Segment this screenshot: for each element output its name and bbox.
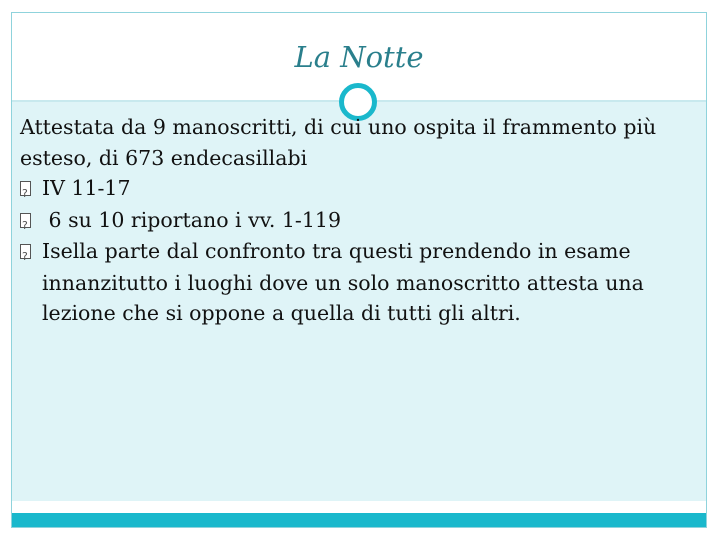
slide-title: La Notte — [294, 40, 424, 74]
missing-glyph-box-icon — [20, 237, 42, 268]
bullet-item — [20, 205, 670, 237]
missing-glyph-box-icon — [20, 174, 42, 205]
missing-glyph-box-icon — [20, 206, 42, 237]
footer-bar — [12, 513, 706, 527]
slide-content — [20, 112, 670, 329]
footer-gap — [12, 501, 706, 513]
bullet-item — [20, 236, 670, 329]
bullet-text: Isella parte dal confronto tra questi prendendo in esame innanzitutto i luoghi dove un solo manoscritto attesta una lezione che si oppone a quella di tutti gli altri. — [42, 239, 644, 325]
bullet-text: IV 11-17 — [42, 176, 131, 200]
bullet-item — [20, 173, 670, 205]
bullet-text: 6 su 10 riportano i vv. 1-119 — [42, 207, 341, 232]
intro-paragraph: Attestata da 9 manoscritti, di cui uno ospita il frammento più esteso, di 673 endecasillabi — [20, 115, 657, 170]
